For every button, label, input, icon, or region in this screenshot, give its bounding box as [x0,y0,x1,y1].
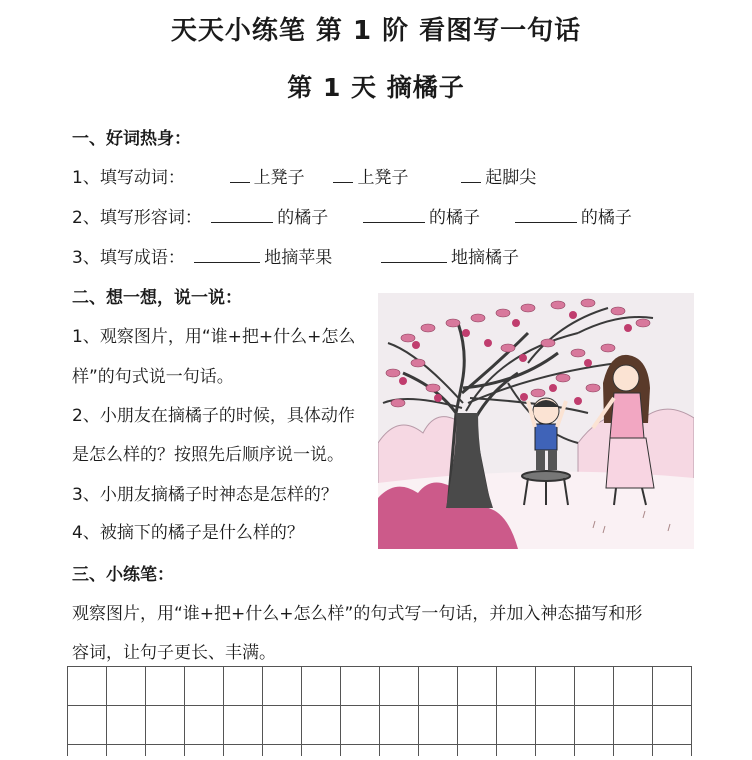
illustration-svg [378,293,694,549]
section2-line: 4、被摘下的橘子是什么样的？ [72,523,304,543]
q2-blank[interactable] [363,205,425,223]
q2-blank[interactable] [211,205,273,223]
section3-line: 观察图片，用“谁+把+什么+怎么样”的句式写一句话，并加入神态描写和形 [72,604,643,624]
q1-blank[interactable] [333,165,353,183]
q3-item: 地摘苹果 [264,248,333,268]
q1-item: 上凳子 [357,168,409,188]
writing-grid-svg [67,666,692,756]
q3-blank[interactable] [194,245,260,263]
section1-heading: 一、好词热身： [72,129,191,149]
q1-blank[interactable] [230,165,250,183]
boy-figure [520,393,566,470]
q3-blank[interactable] [381,245,447,263]
q3-item: 地摘橘子 [451,248,520,268]
section2-line: 1、观察图片，用“谁+把+什么+怎么 [72,327,356,347]
section2-line: 是怎么样的？按照先后顺序说一说。 [72,445,344,465]
section2-heading: 二、想一想，说一说： [72,288,242,308]
section2-line: 样”的句式说一句话。 [72,367,234,387]
q1-label: 1、填写动词： [72,168,185,188]
section3-line: 容词，让句子更长、丰满。 [72,643,276,663]
q2-item: 的橘子 [429,208,481,228]
orange-picking-illustration [378,293,694,549]
q2-item: 的橘子 [580,208,632,228]
page-title: 天天小练笔 第 1 阶 看图写一句话 [170,16,582,46]
writing-grid[interactable] [67,666,692,760]
q2-label: 2、填写形容词： [72,208,202,228]
section2-line: 2、小朋友在摘橘子的时候，具体动作 [72,406,355,426]
day-title: 第 1 天 摘橘子 [287,73,465,102]
q1-item: 上凳子 [253,168,305,188]
q2-item: 的橘子 [277,208,329,228]
q1-item: 起脚尖 [485,168,537,188]
q3-label: 3、填写成语： [72,248,185,268]
q3-line [72,243,519,268]
q2-line [72,203,632,228]
q1-line [72,163,536,188]
q2-blank[interactable] [515,205,577,223]
section3-heading: 三、小练笔： [72,565,174,585]
q1-blank[interactable] [461,165,481,183]
section2-line: 3、小朋友摘橘子时神态是怎样的？ [72,485,338,505]
